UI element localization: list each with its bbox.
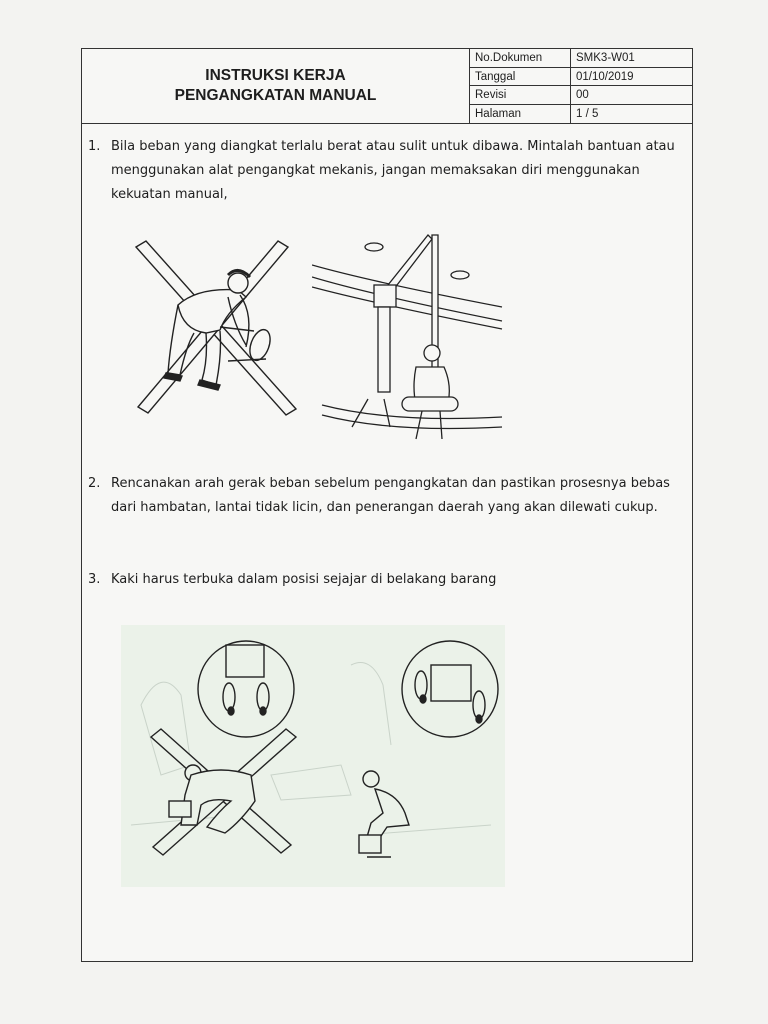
meta-value: 1 / 5: [571, 105, 693, 123]
item-text: Rencanakan arah gerak beban sebelum pengangkatan dan pastikan prosesnya bebas dari hambatan, lantai tidak licin, dan penerangan daerah yang akan dilewati cukup.: [111, 476, 670, 515]
meta-row: [470, 105, 693, 123]
meta-key: No.Dokumen: [470, 49, 571, 67]
meta-row: [470, 86, 693, 105]
mechanical-hoist-illustration: [312, 227, 507, 447]
item-number: 3.: [88, 572, 101, 587]
instruction-item-2: [88, 472, 688, 520]
item-number: 1.: [88, 139, 101, 154]
document-title: [82, 49, 470, 123]
document-meta-table: [469, 49, 692, 123]
title-line-1: INSTRUKSI KERJA: [205, 67, 346, 84]
meta-key: Revisi: [470, 86, 571, 105]
meta-row: [470, 49, 693, 67]
meta-value: SMK3-W01: [571, 49, 693, 67]
instruction-item-3: [88, 568, 688, 592]
meta-value: 01/10/2019: [571, 67, 693, 86]
meta-key: Tanggal: [470, 67, 571, 86]
item-text: Bila beban yang diangkat terlalu berat atau sulit untuk dibawa. Mintalah bantuan atau menggunakan alat pengangkat mekanis, jangan memaksakan diri menggunakan kekuatan manual,: [111, 139, 675, 202]
wrong-manual-lifting-illustration: [128, 235, 303, 420]
title-line-2: PENGANGKATAN MANUAL: [174, 87, 377, 104]
item-number: 2.: [88, 476, 101, 491]
foot-position-drawing: [121, 625, 505, 887]
meta-value: 00: [571, 86, 693, 105]
instruction-item-1: [88, 135, 688, 207]
meta-key: Halaman: [470, 105, 571, 123]
document-header: [82, 49, 692, 124]
document-page: [81, 48, 693, 962]
foot-position-illustration: [121, 625, 505, 887]
item-text: Kaki harus terbuka dalam posisi sejajar di belakang barang: [111, 572, 497, 587]
meta-row: [470, 67, 693, 86]
